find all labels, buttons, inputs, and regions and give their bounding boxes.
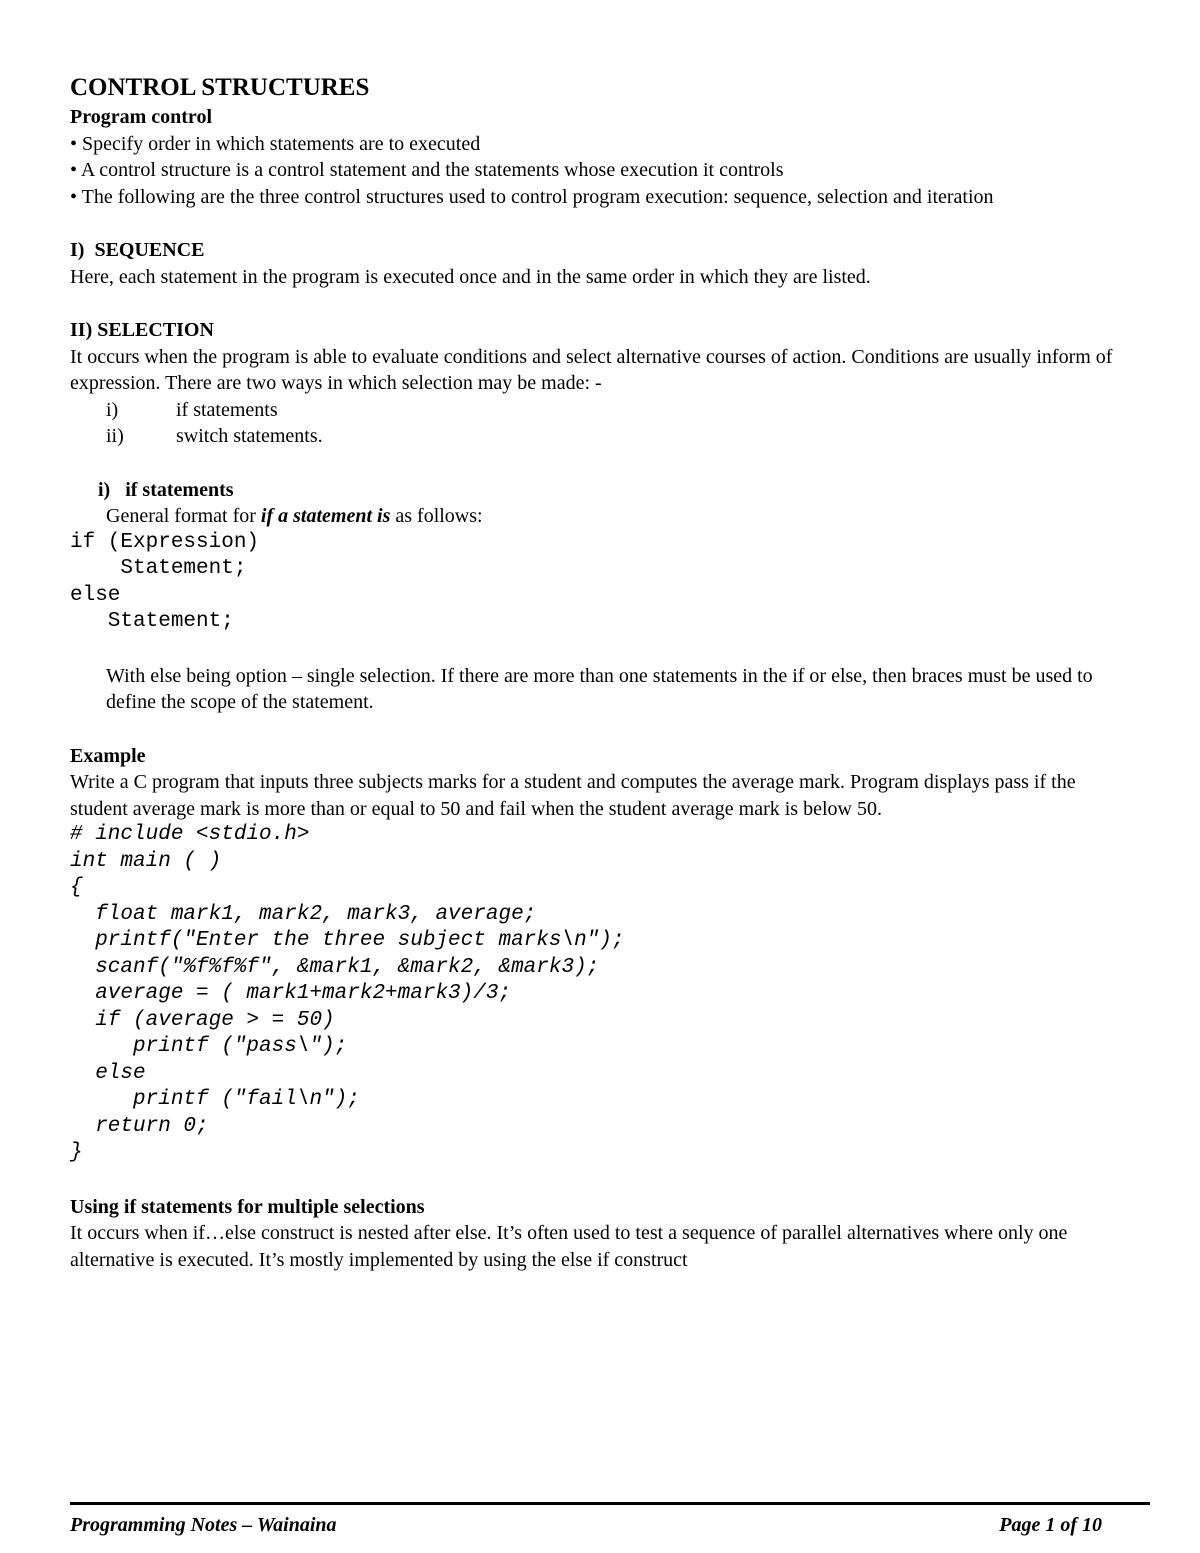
selection-heading: II) SELECTION <box>70 319 214 341</box>
example-text: Write a C program that inputs three subjects marks for a student and computes the average mark. Program displays pass if the student average mark is more than or equal to 50 and fail when the student average mark is below 50. <box>70 771 1076 820</box>
list-number: i) <box>106 398 119 421</box>
program-control-heading: Program control <box>70 106 213 128</box>
selection-list-item <box>106 423 1135 450</box>
emphasis-text: if a statement is <box>260 505 391 527</box>
if-note: With else being option – single selection. If there are more than one statements in the if or else, then braces must be used to define the scope of the statement. <box>106 664 1093 713</box>
footer-divider <box>70 1502 1150 1505</box>
page-footer <box>70 1512 1102 1539</box>
page-number: Page 1 of 10 <box>999 1514 1102 1536</box>
if-intro: General format for if a statement is as follows: <box>106 505 483 527</box>
bullet-item: • Specify order in which statements are to executed <box>70 132 481 155</box>
document-page <box>70 72 1135 1273</box>
sequence-heading: I) SEQUENCE <box>70 239 205 261</box>
list-label: if statements <box>176 398 278 421</box>
selection-text: It occurs when the program is able to evaluate conditions and select alternative courses of action. Conditions are usually inform of expression. There are two ways in which selection may be made: - <box>70 345 1113 394</box>
bullet-item: • A control structure is a control statement and the statements whose execution it controls <box>70 159 784 181</box>
list-label: switch statements. <box>176 425 323 447</box>
multiple-selections-text: It occurs when if…else construct is nested after else. It’s often used to test a sequence of parallel alternatives where only one alternative is executed. It’s mostly implemented by using the else if construct <box>70 1222 1068 1271</box>
if-format-code-block: if (Expression) Statement; else Statement; <box>70 530 260 633</box>
if-statements-heading: i) if statements <box>98 478 234 501</box>
example-code-block: # include <stdio.h> int main ( ) { float mark1, mark2, mark3, average; printf("Enter the three subject marks\n"); scanf("%f%f%f", &mark1, &mark2, &mark3); average = ( mark1+mark2+mark3)/3; if (average > = 50) printf ("pass\"); else printf ("fail\n"); return 0; } <box>70 823 625 1164</box>
sequence-text: Here, each statement in the program is executed once and in the same order in which they are listed. <box>70 265 871 288</box>
list-number: ii) <box>106 425 124 447</box>
multiple-selections-heading: Using if statements for multiple selections <box>70 1195 425 1218</box>
footer-author: Programming Notes – Wainaina <box>70 1514 337 1536</box>
page-title: CONTROL STRUCTURES <box>70 74 370 101</box>
selection-list-item <box>106 397 1135 424</box>
example-heading: Example <box>70 744 146 767</box>
bullet-item: • The following are the three control structures used to control program execution: sequence, selection and iteration <box>70 185 994 208</box>
